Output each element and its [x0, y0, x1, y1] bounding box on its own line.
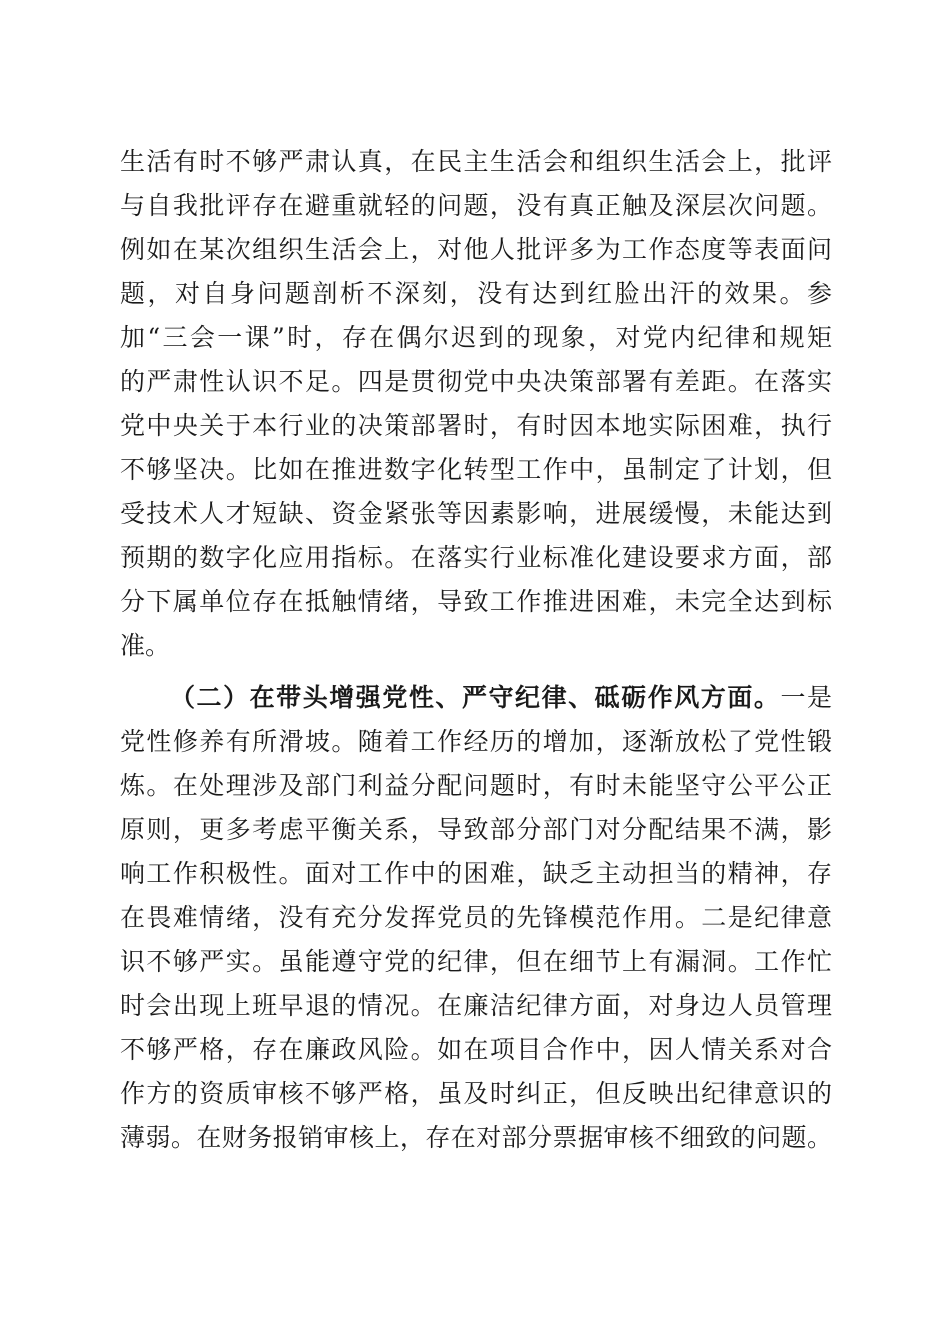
paragraph-line: 的严肃性认识不足。四是贯彻党中央决策部署有差距。在落实 — [120, 367, 832, 396]
paragraph-line: 例如在某次组织生活会上，对他人批评多为工作态度等表面问 — [120, 235, 832, 264]
paragraph-line: 受技术人才短缺、资金紧张等因素影响，进展缓慢，未能达到 — [120, 499, 832, 528]
paragraph-line: 薄弱。在财务报销审核上，存在对部分票据审核不细致的问题。 — [120, 1123, 832, 1152]
paragraph-line: 生活有时不够严肃认真，在民主生活会和组织生活会上，批评 — [120, 147, 832, 176]
paragraph-line: 预期的数字化应用指标。在落实行业标准化建设要求方面，部 — [120, 543, 832, 572]
paragraph-line: 炼。在处理涉及部门利益分配问题时，有时未能坚守公平公正 — [120, 771, 832, 800]
paragraph-line: 作方的资质审核不够严格，虽及时纠正，但反映出纪律意识的 — [120, 1079, 832, 1108]
paragraph-line: 响工作积极性。面对工作中的困难，缺乏主动担当的精神，存 — [120, 859, 832, 888]
paragraph-line: 原则，更多考虑平衡关系，导致部分部门对分配结果不满，影 — [120, 815, 832, 844]
paragraph-line: 准。 — [120, 631, 171, 660]
paragraph-line: 识不够严实。虽能遵守党的纪律，但在细节上有漏洞。工作忙 — [120, 947, 832, 976]
section-heading-continuation: 一是 — [780, 683, 832, 712]
paragraph-line: 分下属单位存在抵触情绪，导致工作推进困难，未完全达到标 — [120, 587, 832, 616]
paragraph-line: 党性修养有所滑坡。随着工作经历的增加，逐渐放松了党性锻 — [120, 727, 832, 756]
section-heading: （二）在带头增强党性、严守纪律、砥砺作风方面。 — [170, 683, 781, 712]
paragraph-line: 党中央关于本行业的决策部署时，有时因本地实际困难，执行 — [120, 411, 832, 440]
section-heading-line — [170, 678, 832, 718]
paragraph-line: 与自我批评存在避重就轻的问题，没有真正触及深层次问题。 — [120, 191, 832, 220]
paragraph-line: 不够严格，存在廉政风险。如在项目合作中，因人情关系对合 — [120, 1035, 832, 1064]
paragraph-line: 题，对自身问题剖析不深刻，没有达到红脸出汗的效果。参 — [120, 279, 832, 308]
paragraph-line: 不够坚决。比如在推进数字化转型工作中，虽制定了计划，但 — [120, 455, 832, 484]
paragraph-line: 时会出现上班早退的情况。在廉洁纪律方面，对身边人员管理 — [120, 991, 832, 1020]
paragraph-line: 加“三会一课”时，存在偶尔迟到的现象，对党内纪律和规矩 — [120, 323, 832, 352]
paragraph-line: 在畏难情绪，没有充分发挥党员的先锋模范作用。二是纪律意 — [120, 903, 832, 932]
